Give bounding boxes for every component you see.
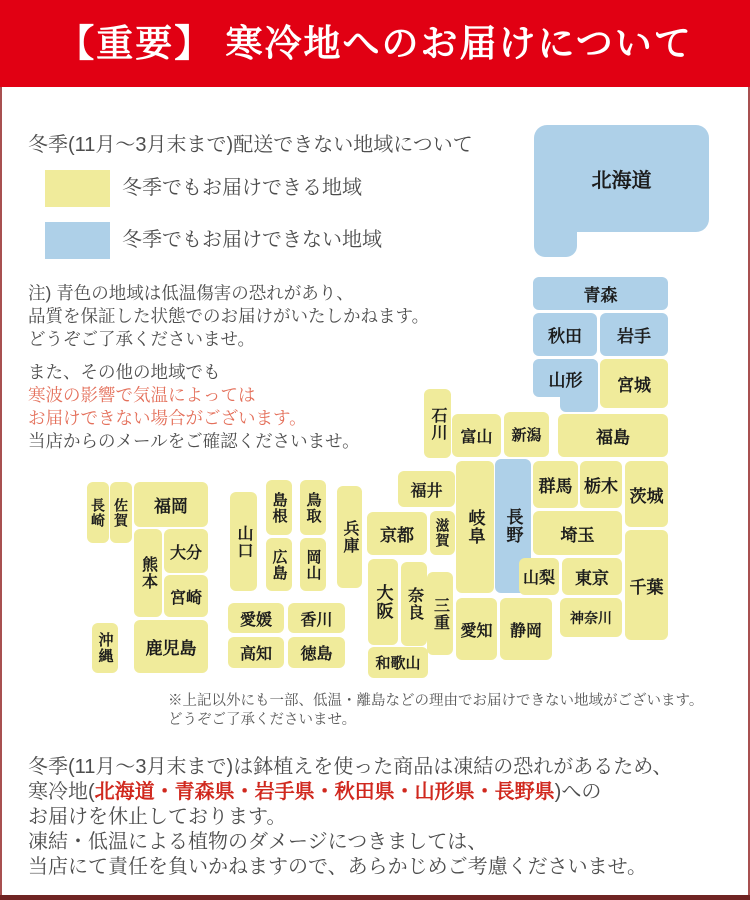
prefecture-block (230, 492, 257, 591)
prefecture-block (398, 471, 455, 507)
prefecture-block (562, 558, 622, 595)
prefecture-label: 新潟 (511, 427, 542, 444)
prefecture-block (164, 529, 208, 573)
prefecture-label: 石川 (429, 406, 446, 441)
footer-line (28, 830, 672, 855)
prefecture-block (500, 598, 552, 660)
prefecture-block (533, 277, 668, 310)
legend-label-deliverable: 冬季でもお届けできる地域 (122, 177, 362, 199)
warning-line: また、その他の地域でも (28, 362, 221, 382)
prefecture-block (367, 512, 427, 555)
footnote-line: どうぞご了承くださいませ。 (168, 711, 357, 728)
prefecture-label: 香川 (300, 611, 333, 629)
prefecture-label: 山口 (235, 524, 252, 559)
warning-line-accent: お届けできない場合がございます。 (28, 408, 307, 428)
prefecture-block (600, 359, 668, 408)
prefecture-block (600, 313, 668, 356)
prefecture-label: 秋田 (548, 327, 582, 346)
prefecture-label: 福井 (410, 482, 443, 500)
prefecture-block (534, 125, 709, 232)
prefecture-label: 広島 (270, 548, 288, 581)
prefecture-label: 沖縄 (96, 632, 114, 664)
prefecture-block (452, 414, 501, 457)
warning-line: 当店からのメールをご確認くださいませ。 (28, 431, 360, 451)
prefecture-label: 山形 (548, 370, 583, 390)
prefecture-block (266, 538, 292, 591)
prefecture-label: 神奈川 (570, 609, 612, 626)
footer-text: 当店にて責任を負いかねますので、あらかじめご考慮くださいませ。 (28, 856, 647, 878)
prefecture-block (519, 558, 559, 595)
prefecture-label: 三重 (431, 596, 449, 631)
prefecture-block (456, 598, 497, 660)
prefecture-label: 徳島 (300, 646, 333, 663)
prefecture-label: 群馬 (538, 477, 573, 496)
prefecture-block (533, 511, 622, 555)
prefecture-label: 愛媛 (239, 611, 272, 629)
prefecture-block (288, 603, 345, 633)
prefecture-label: 岐阜 (465, 509, 485, 545)
footer-text: 凍結・低温による植物のダメージにつきましては、 (28, 831, 488, 853)
prefecture-label: 山梨 (522, 570, 555, 587)
prefecture-block (533, 461, 578, 508)
prefecture-block (266, 480, 292, 535)
page-border-bottom (0, 895, 750, 900)
footer-line (28, 855, 672, 880)
notice-title-banner: 【重要】 寒冷地へのお届けについて (0, 0, 750, 87)
prefecture-block (300, 538, 326, 591)
footer-text: )への (554, 781, 602, 803)
prefecture-block (134, 620, 208, 673)
legend-label-not-deliverable: 冬季でもお届けできない地域 (122, 229, 382, 251)
footer-line (28, 755, 672, 780)
footer-notice (28, 755, 672, 880)
footer-line (28, 780, 672, 805)
prefecture-block (427, 572, 453, 655)
footer-text: 冬季(11月～3月末まで)は鉢植えを使った商品は凍結の恐れがあるため、 (28, 756, 673, 778)
page-border-left (0, 87, 2, 900)
prefecture-block (228, 637, 284, 668)
prefecture-label: 奈良 (405, 587, 423, 621)
prefecture-block (430, 511, 455, 555)
prefecture-block (92, 623, 118, 673)
prefecture-block (300, 480, 326, 535)
prefecture-block (164, 575, 208, 617)
prefecture-label: 京都 (380, 526, 414, 545)
prefecture-block (580, 461, 622, 508)
prefecture-label: 青森 (583, 286, 618, 305)
prefecture-label: 福島 (596, 428, 630, 447)
prefecture-block (87, 482, 109, 543)
prefecture-block (424, 389, 451, 458)
prefecture-label: 佐賀 (113, 497, 129, 528)
prefecture-label: 静岡 (509, 622, 542, 640)
prefecture-block (504, 412, 549, 457)
caution-line: どうぞご了承くださいませ。 (28, 329, 255, 349)
prefecture-label: 大分 (169, 544, 202, 562)
prefecture-block (560, 598, 622, 637)
prefecture-label: 岩手 (617, 327, 651, 346)
prefecture-label: 茨城 (629, 486, 664, 506)
footer-text: 寒冷地( (28, 781, 95, 803)
prefecture-label: 兵庫 (341, 520, 358, 554)
prefecture-label: 鹿児島 (145, 639, 197, 658)
prefecture-block (368, 559, 398, 645)
prefecture-label: 岡山 (304, 548, 322, 581)
prefecture-label: 千葉 (629, 577, 664, 597)
prefecture-label: 栃木 (584, 477, 618, 496)
prefecture-label: 長崎 (90, 497, 106, 528)
prefecture-block (110, 482, 132, 543)
caution-line: 品質を保証した状態でのお届けがいたしかねます。 (28, 306, 430, 326)
prefecture-label: 熊本 (139, 556, 157, 590)
prefecture-label: 富山 (460, 429, 493, 446)
prefecture-block (401, 562, 427, 646)
warning-line-accent: 寒波の影響で気温によっては (28, 385, 256, 405)
prefecture-label: 宮城 (617, 376, 651, 395)
map-footnote (168, 692, 703, 729)
caution-line: 注) 青色の地域は低温傷害の恐れがあり、 (28, 283, 354, 303)
prefecture-block (456, 461, 494, 593)
prefecture-label: 埼玉 (560, 525, 595, 545)
prefecture-label: 東京 (575, 569, 609, 588)
prefecture-block (288, 637, 345, 668)
prefecture-block (368, 647, 428, 678)
prefecture-label: 宮崎 (169, 589, 202, 607)
prefecture-block (228, 603, 284, 633)
prefecture-label: 福岡 (154, 497, 188, 516)
footnote-line: ※上記以外にも一部、低温・離島などの理由でお届けできない地域がございます。 (168, 693, 704, 709)
footer-text: お届けを休止しております。 (28, 806, 287, 828)
prefecture-block (625, 461, 668, 527)
prefecture-block (625, 530, 668, 640)
prefecture-label: 高知 (239, 646, 272, 663)
prefecture-block (533, 313, 597, 356)
prefecture-block (558, 414, 668, 457)
footer-line (28, 805, 672, 830)
legend-title: 冬季(11月～3月末まで)配送できない地域について (28, 134, 473, 156)
prefecture-block (533, 359, 598, 397)
prefecture-block (134, 482, 208, 527)
prefecture-label: 愛知 (460, 622, 493, 640)
prefecture-label: 北海道 (591, 170, 652, 192)
prefecture-label: 和歌山 (375, 655, 421, 672)
prefecture-block (134, 529, 162, 617)
prefecture-block (337, 486, 362, 588)
footer-highlighted-prefectures: 北海道・青森県・岩手県・秋田県・山形県・長野県 (94, 781, 555, 803)
prefecture-label: 滋賀 (434, 518, 451, 548)
prefecture-label: 鳥取 (304, 491, 322, 524)
prefecture-label: 大阪 (373, 584, 393, 620)
prefecture-label: 島根 (270, 491, 288, 524)
prefecture-label: 長野 (503, 508, 523, 544)
